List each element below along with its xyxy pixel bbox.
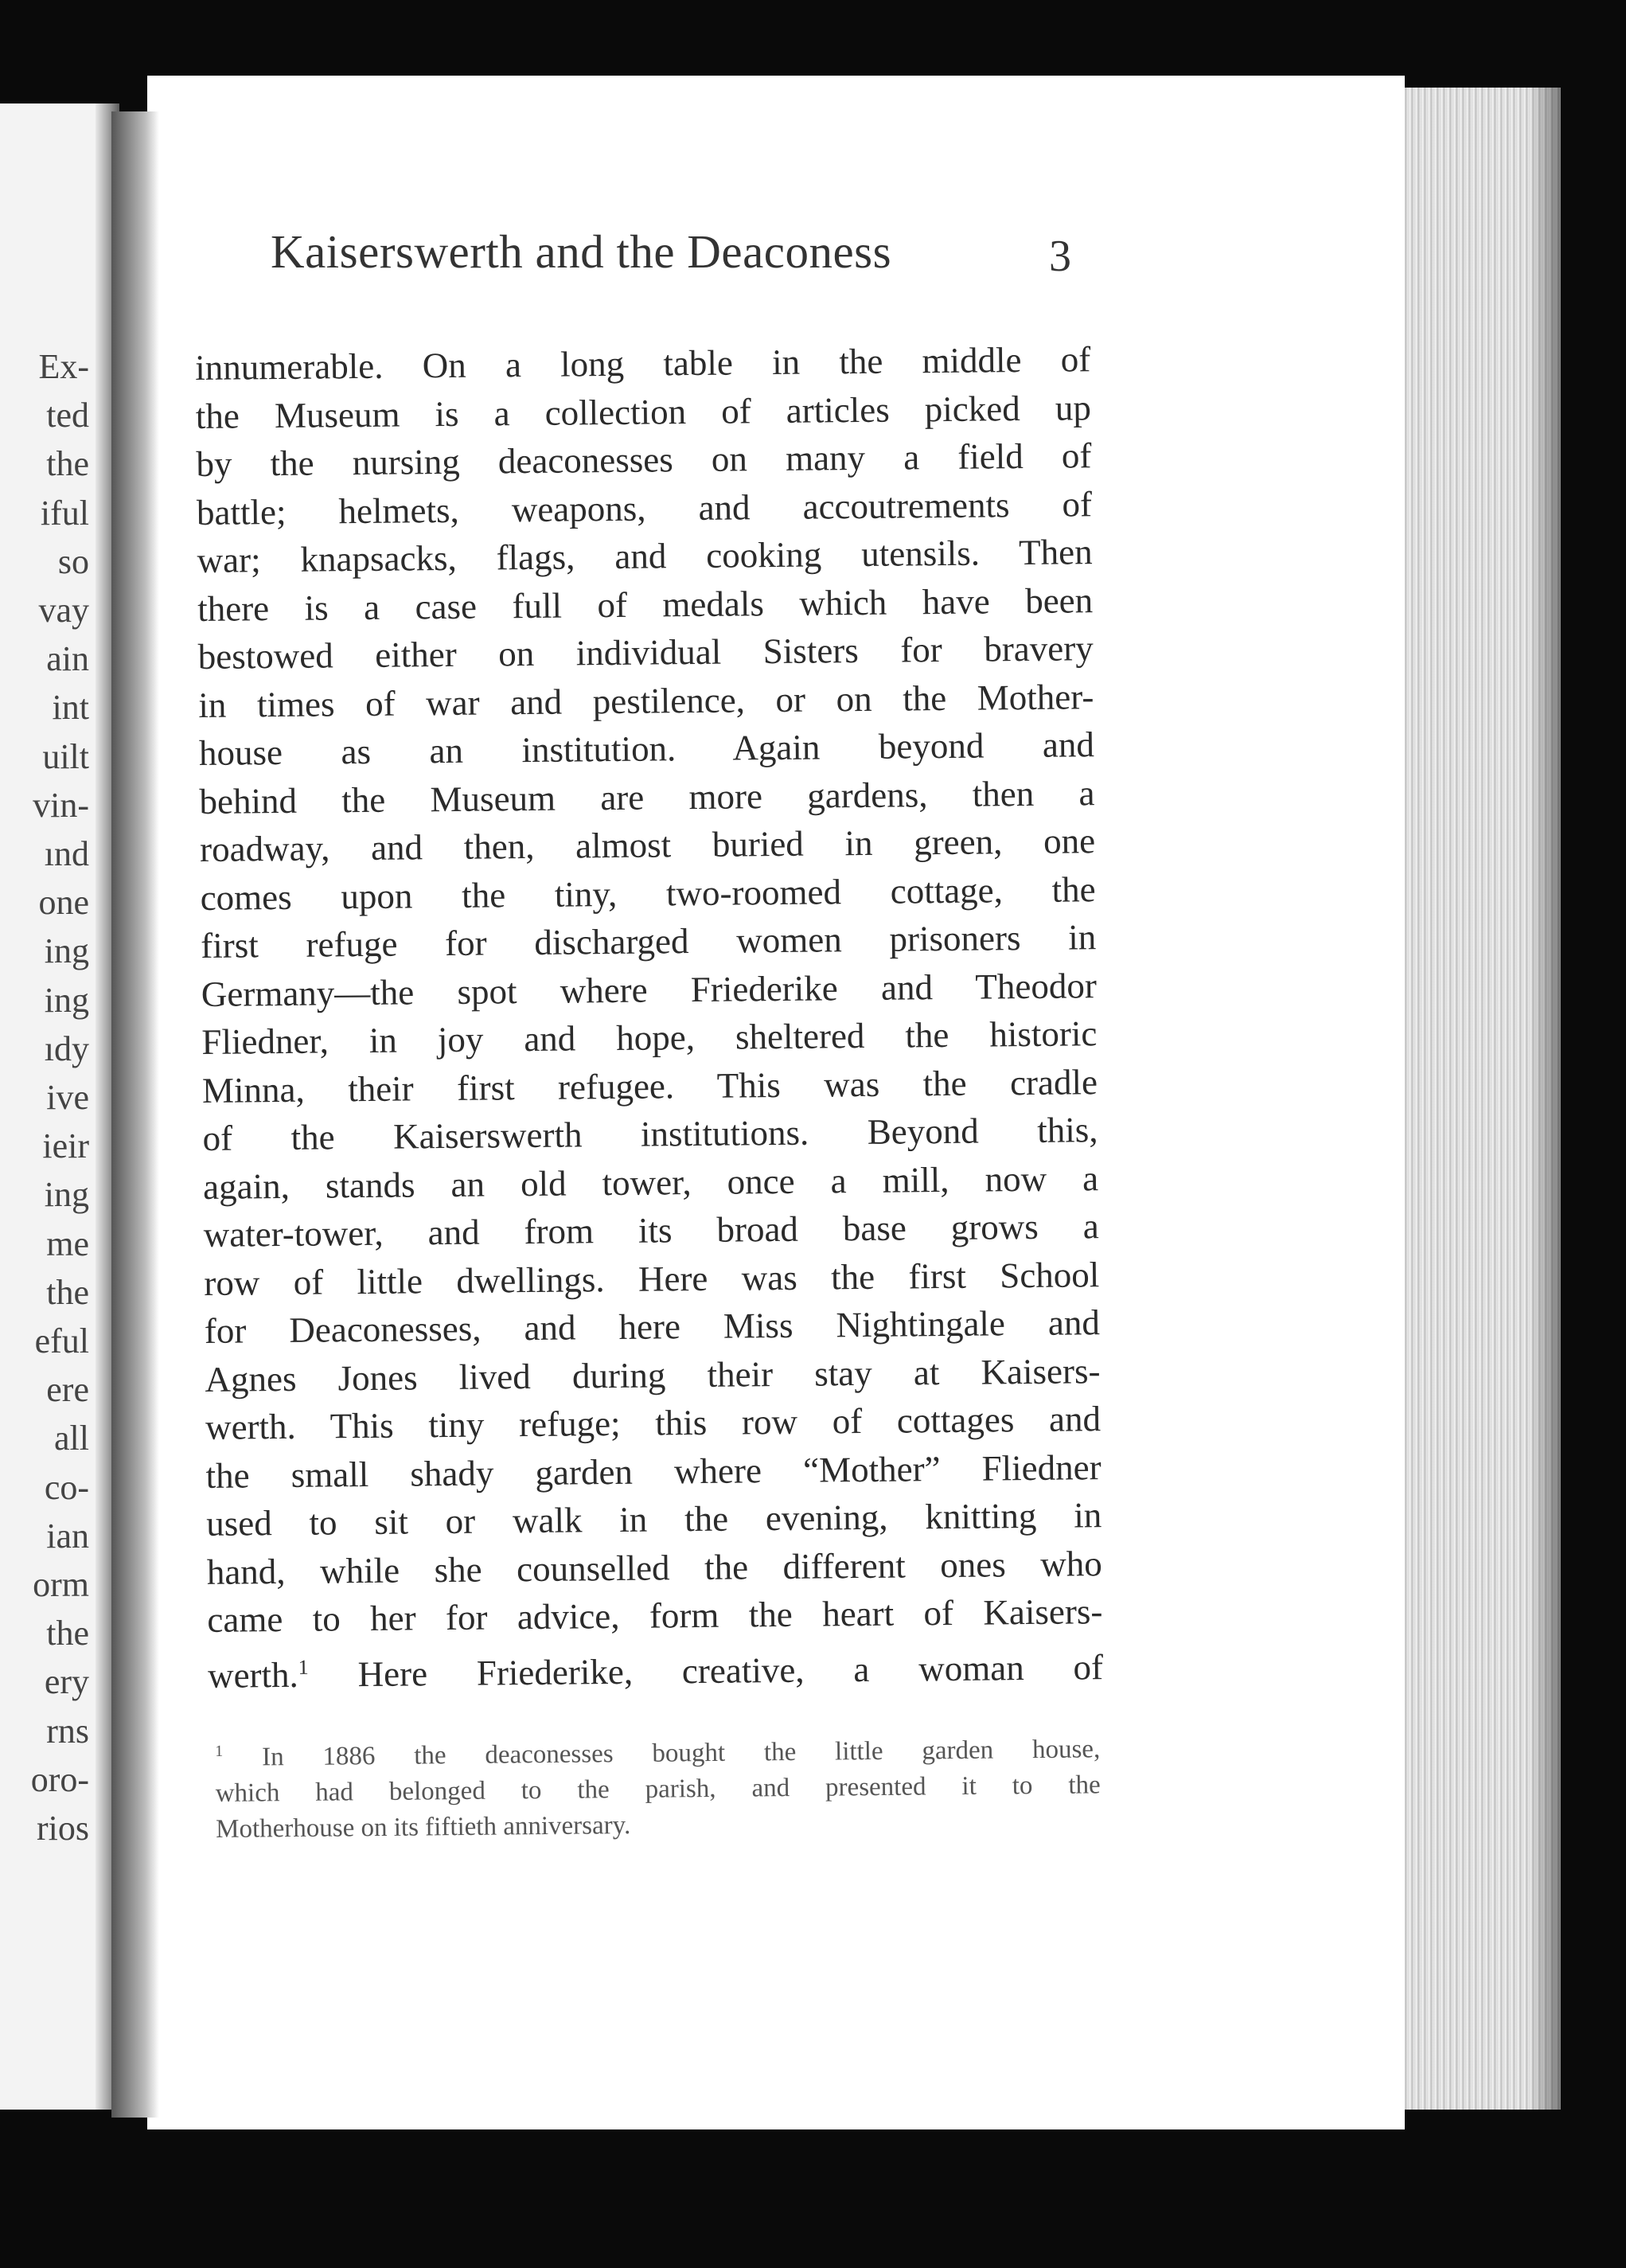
footnote-line: which had belonged to the parish, and presented it to the — [215, 1770, 1101, 1808]
previous-page-line: int — [52, 688, 89, 728]
text-line: battle; helmets, weapons, and accoutrements of — [196, 483, 1093, 533]
text-line: bestowed either on individual Sisters for bravery — [197, 628, 1094, 677]
previous-page-line: orm — [33, 1565, 89, 1605]
text-line: again, stands an old tower, once a mill, now a — [202, 1157, 1099, 1207]
previous-page-line: me — [46, 1224, 89, 1263]
previous-page-line: ain — [46, 639, 89, 679]
previous-page-text — [31, 342, 89, 1852]
text-line: Fliedner, in joy and hope, sheltered the historic — [201, 1013, 1098, 1062]
text-line: behind the Museum are more gardens, then a — [199, 772, 1095, 822]
text-line: war; knapsacks, flags, and cooking utensils. Then — [197, 532, 1093, 580]
text-line — [208, 1636, 1104, 1700]
previous-page-line: ing — [44, 1175, 89, 1215]
edge-shadow — [1529, 88, 1561, 2110]
running-head: Kaiserswerth and the Deaconess — [271, 225, 892, 278]
previous-page-line: ian — [46, 1516, 89, 1556]
previous-page-line: vin- — [33, 785, 89, 825]
footnote-reference: 1 — [298, 1655, 309, 1679]
text-line: for Deaconesses, and here Miss Nightingale and — [204, 1302, 1101, 1351]
text-line: roadway, and then, almost buried in green, one — [199, 821, 1096, 869]
text-line: row of little dwellings. Here was the first School — [204, 1254, 1100, 1303]
previous-page-line: co- — [44, 1467, 89, 1507]
text-line: hand, while she counselled the different ones who — [206, 1543, 1102, 1592]
text-line: house as an institution. Again beyond and — [198, 724, 1095, 773]
text-line: the small shady garden where “Mother” Fliedner — [205, 1446, 1102, 1496]
previous-page-line: ery — [44, 1662, 89, 1702]
previous-page-line: vay — [38, 591, 89, 630]
previous-page-line: so — [57, 541, 89, 581]
text-fragment: werth. — [207, 1654, 299, 1696]
text-line: werth. This tiny refuge; this row of cottages and — [205, 1399, 1102, 1447]
previous-page — [0, 103, 119, 2110]
text-line: came to her for advice, form the heart of Kaisers- — [207, 1591, 1103, 1640]
previous-page-line: ıdy — [44, 1029, 89, 1068]
text-line: comes upon the tiny, two-roomed cottage, the — [200, 869, 1096, 918]
previous-page-line: the — [46, 444, 89, 484]
text-line: first refuge for discharged women prisoners in — [201, 917, 1097, 966]
previous-page-line: iful — [40, 493, 89, 533]
spine-shadow — [111, 111, 159, 2118]
body-text — [195, 335, 1103, 1700]
previous-page-line: all — [54, 1419, 89, 1458]
page-number: 3 — [1049, 232, 1071, 281]
text-line: used to sit or walk in the evening, knitting in — [205, 1495, 1102, 1544]
previous-page-line: one — [38, 883, 89, 923]
footnote-text: In 1886 the deaconesses bought the little garden house, — [223, 1735, 1101, 1772]
page-edges — [1397, 88, 1561, 2110]
text-line: of the Kaiserswerth institutions. Beyond this, — [202, 1110, 1098, 1158]
previous-page-line: ere — [46, 1370, 89, 1410]
footnote-line: Motherhouse on its fiftieth anniversary. — [215, 1810, 631, 1844]
previous-page-line: ınd — [44, 834, 89, 874]
previous-page-line: ted — [46, 396, 89, 435]
previous-page-line: ing — [44, 980, 89, 1020]
previous-page-line: eful — [34, 1321, 89, 1361]
text-line: there is a case full of medals which have been — [197, 580, 1094, 629]
previous-page-line: Ex- — [38, 347, 89, 386]
previous-page-line: the — [46, 1614, 89, 1653]
previous-page-line: ive — [46, 1078, 89, 1118]
footnote — [215, 1725, 1101, 1848]
previous-page-line: oro- — [30, 1759, 89, 1799]
text-line: in times of war and pestilence, or on the Mother- — [198, 676, 1094, 725]
text-line: the Museum is a collection of articles picked up — [195, 387, 1092, 436]
text-line: Minna, their first refugee. This was the cradle — [201, 1061, 1098, 1111]
previous-page-line: uilt — [42, 736, 89, 776]
text-line: Agnes Jones lived during their stay at Kaisers- — [205, 1350, 1101, 1399]
footnote-marker: 1 — [215, 1742, 224, 1760]
text-line: Germany—the spot where Friederike and Theodor — [201, 965, 1098, 1014]
text-line: innumerable. On a long table in the middle of — [195, 339, 1091, 388]
previous-page-line: ing — [44, 931, 89, 971]
text-line: by the nursing deaconesses on many a field of — [196, 435, 1092, 484]
text-line: water-tower, and from its broad base grows a — [203, 1206, 1099, 1255]
previous-page-line: the — [46, 1272, 89, 1312]
text-fragment: Here Friederike, creative, a woman of — [308, 1646, 1104, 1695]
previous-page-line: rns — [46, 1711, 89, 1751]
previous-page-line: ieir — [42, 1126, 89, 1166]
previous-page-line: rios — [37, 1809, 89, 1848]
